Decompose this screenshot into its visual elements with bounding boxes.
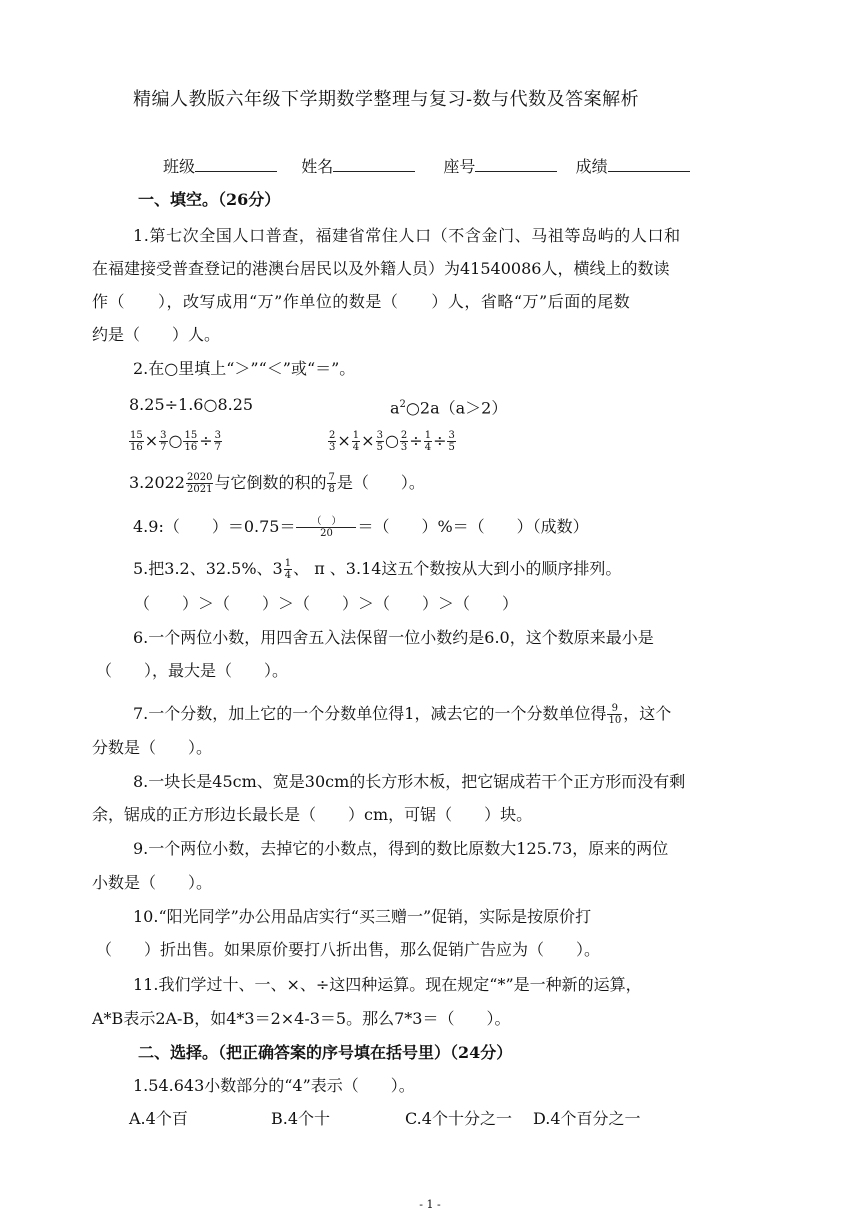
seat-field[interactable] xyxy=(475,157,557,172)
q6-line1: 6.一个两位小数，用四舍五入法保留一位小数约是6.0，这个数原来最小是 xyxy=(133,628,654,647)
q3: 3.2022 $\frac{2020}{2021}$ 与它倒数的积的 $\frac{7}{8}$ 是（ ）。 xyxy=(129,472,425,495)
q2-c: $\frac{15}{16}$ × $\frac{3}{7}$ ○ $\frac{15}{16}$ ÷ $\frac{3}{7}$ xyxy=(130,430,221,453)
fraction: $\frac{2}{3}$ xyxy=(400,430,408,453)
q9-line1: 9.一个两位小数，去掉它的小数点，得到的数比原数大125.73，原来的两位 xyxy=(133,839,669,858)
fraction: $\frac{3}{7}$ xyxy=(214,430,221,453)
q6-line2: （ ），最大是（ ）。 xyxy=(96,661,289,680)
s2-q1-option-c[interactable]: C.4个十分之一 xyxy=(405,1109,512,1128)
page-title: 精编人教版六年级下学期数学整理与复习-数与代数及答案解析 xyxy=(133,89,640,110)
q9-line2: 小数是（ ）。 xyxy=(92,873,213,892)
class-label: 班级 xyxy=(163,157,196,176)
section-1-heading: 一、填空。（26分） xyxy=(138,190,281,209)
q2-a: 8.25÷1.6○8.25 xyxy=(129,395,254,414)
q11-line2: A*B表示2A-B，如4*3＝2×4-3＝5。那么7*3＝（ ）。 xyxy=(92,1009,511,1028)
q8-line1: 8.一块长是45cm、宽是30cm的长方形木板，把它锯成若干个正方形而没有剩 xyxy=(133,772,686,791)
page-number: - 1 - xyxy=(419,1198,441,1211)
fraction: $\frac{3}{5}$ xyxy=(376,430,383,453)
q2-d: $\frac{2}{3}$ × $\frac{1}{4}$ × $\frac{3}{5}$ ○ $\frac{2}{3}$ ÷ $\frac{1}{4}$ ÷ $\frac{3}{5}$ xyxy=(329,430,455,453)
q10-line2: （ ）折出售。如果原价要打八折出售，那么促销广告应为（ ）。 xyxy=(96,940,601,959)
q1-line1: 1.第七次全国人口普查，福建省常住人口（不含金门、马祖等岛屿的人口和 xyxy=(133,226,681,245)
seat-label: 座号 xyxy=(443,157,476,176)
fraction: $\frac{2020}{2021}$ xyxy=(186,472,213,495)
q1-line2: 在福建接受普查登记的港澳台居民以及外籍人员）为41540086人，横线上的数读 xyxy=(92,259,670,278)
q4: 4.9:（ ）＝0.75＝ $\frac{( )}{20}$ ＝（ ）%＝（ ）（成数） xyxy=(133,516,589,539)
s2-q1-option-b[interactable]: B.4个十 xyxy=(271,1109,331,1128)
q10-line1: 10.“阳光同学”办公用品店实行“买三赠一”促销，实际是按原价打 xyxy=(133,907,592,926)
q8-line2: 余，锯成的正方形边长最长是（ ）cm，可锯（ ）块。 xyxy=(92,805,533,824)
score-field[interactable] xyxy=(608,157,690,172)
q11-line1: 11.我们学过十、一、×、÷这四种运算。现在规定“*”是一种新的运算， xyxy=(133,975,642,994)
section-2-heading: 二、选择。（把正确答案的序号填在括号里）（24分） xyxy=(138,1043,513,1062)
q7-line1: 7.一个分数，加上它的一个分数单位得1，减去它的一个分数单位得 $\frac{9}{10}$ ，这个 xyxy=(133,703,672,726)
q2-b: $a^2○2a(a>2)$ xyxy=(390,398,508,418)
fraction: $\frac{3}{7}$ xyxy=(160,430,167,453)
fraction: $\frac{3}{5}$ xyxy=(448,430,455,453)
fraction: $\frac{1}{4}$ xyxy=(424,430,432,453)
q5: 5.把3.2、32.5%、3 $\frac{1}{4}$ 、 π 、3.14这五个数按从大到小的顺序排列。 xyxy=(133,558,622,581)
fraction: $\frac{( )}{20}$ xyxy=(296,516,356,539)
q2-line1: 2.在○里填上“＞”“＜”或“＝”。 xyxy=(133,359,356,378)
fraction: $\frac{15}{16}$ xyxy=(130,430,143,453)
q1-line4: 约是（ ）人。 xyxy=(92,325,221,344)
s2-q1-option-a[interactable]: A.4个百 xyxy=(129,1109,188,1128)
fraction: $\frac{1}{4}$ xyxy=(352,430,360,453)
fraction: $\frac{1}{4}$ xyxy=(284,558,292,581)
name-field[interactable] xyxy=(333,157,415,172)
q7-line2: 分数是（ ）。 xyxy=(92,738,213,757)
score-label: 成绩 xyxy=(575,157,608,176)
name-label: 姓名 xyxy=(301,157,334,176)
s2-q1-stem: 1.54.643小数部分的“4”表示（ ）。 xyxy=(133,1076,415,1095)
fraction: $\frac{9}{10}$ xyxy=(608,703,622,726)
s2-q1-option-d[interactable]: D.4个百分之一 xyxy=(533,1109,641,1128)
class-field[interactable] xyxy=(195,157,277,172)
fraction: $\frac{15}{16}$ xyxy=(184,430,198,453)
fraction: $\frac{7}{8}$ xyxy=(328,472,335,495)
fraction: $\frac{2}{3}$ xyxy=(329,430,336,453)
student-info-row xyxy=(163,157,690,177)
q5-answer-chain: （ ）＞（ ）＞（ ）＞（ ）＞（ ） xyxy=(134,594,519,613)
q1-line3: 作（ ），改写成用“万”作单位的数是（ ）人，省略“万”后面的尾数 xyxy=(92,292,631,311)
